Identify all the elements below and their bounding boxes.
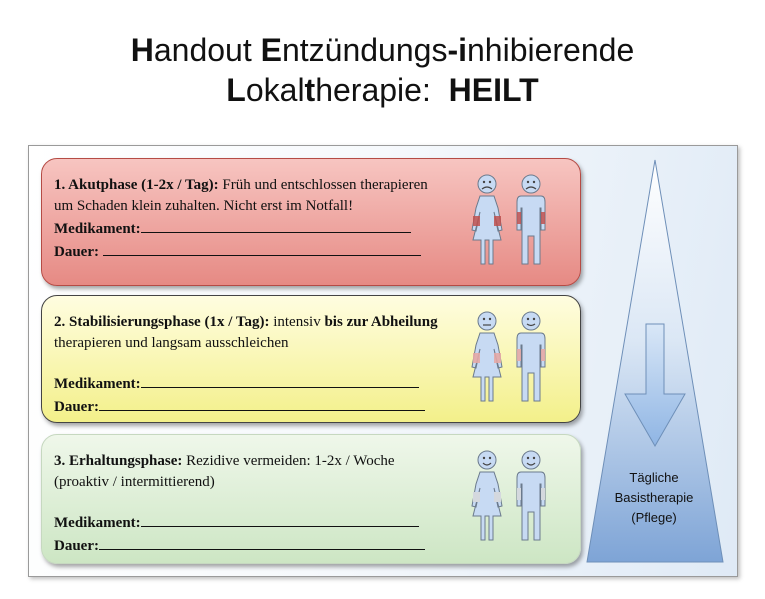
- man-figure-icon: [517, 312, 545, 401]
- phase-heading: 1. Akutphase (1-2x / Tag):: [54, 177, 219, 193]
- bold-text-run: bis zur Abheilung: [324, 314, 438, 330]
- text-run: ntzündungs: [281, 32, 448, 68]
- man-figure-icon: [517, 175, 545, 264]
- bold-text-run: -i: [447, 32, 467, 68]
- bold-text-run: H: [130, 32, 154, 68]
- woman-figure-icon: [472, 175, 502, 264]
- duration-label: Dauer:: [54, 538, 99, 554]
- duration-blank-line[interactable]: [99, 395, 425, 411]
- text-run: therapieren und langsam ausschleichen: [54, 314, 442, 351]
- maintenance-figures-icon: [465, 448, 555, 552]
- medication-label: Medikament:: [54, 376, 141, 392]
- text-run: andout: [153, 32, 261, 68]
- text-run: nhibierende: [466, 32, 635, 68]
- medication-blank-line[interactable]: [141, 511, 419, 527]
- phase-heading: 3. Erhaltungsphase:: [54, 453, 183, 469]
- medication-label: Medikament:: [54, 515, 141, 531]
- duration-label: Dauer:: [54, 244, 99, 260]
- duration-blank-line[interactable]: [103, 240, 421, 256]
- pyramid-label-line: Basistherapie: [614, 490, 694, 505]
- stabilization-figures-icon: [465, 309, 555, 413]
- man-figure-icon: [517, 451, 545, 540]
- woman-figure-icon: [472, 451, 502, 540]
- text-run: intensiv: [269, 314, 325, 330]
- phase-description: [54, 451, 444, 493]
- duration-label: Dauer:: [54, 399, 99, 415]
- text-run: Früh und entschlossen therapieren um Schaden klein zuhalten. Nicht erst im Notfall!: [54, 177, 432, 214]
- bold-text-run: t: [304, 72, 316, 108]
- medication-blank-line[interactable]: [141, 372, 419, 388]
- duration-blank-line[interactable]: [99, 534, 425, 550]
- bold-text-run: E: [260, 32, 282, 68]
- medication-label: Medikament:: [54, 221, 141, 237]
- bold-text-run: L: [226, 72, 246, 108]
- pyramid-label-line: Tägliche: [629, 470, 679, 485]
- handout-title: [0, 30, 765, 110]
- medication-blank-line[interactable]: [141, 217, 411, 233]
- text-run: herapie:: [315, 72, 449, 108]
- pyramid-label: [594, 468, 714, 528]
- phase-heading: 2. Stabilisierungsphase (1x / Tag):: [54, 314, 270, 330]
- bold-text-run: HEILT: [448, 72, 539, 108]
- content-panel: [28, 145, 738, 577]
- text-run: okal: [245, 72, 305, 108]
- woman-figure-icon: [472, 312, 502, 401]
- phase-description: [54, 312, 444, 354]
- acute-figures-icon: [465, 172, 555, 276]
- title-line-2: [0, 70, 765, 110]
- title-line-1: [0, 30, 765, 70]
- phase-description: [54, 175, 444, 217]
- text-run: Rezidive vermeiden: 1-2x / Woche (proaktiv / intermittierend): [54, 453, 399, 490]
- pyramid-label-line: (Pflege): [631, 510, 677, 525]
